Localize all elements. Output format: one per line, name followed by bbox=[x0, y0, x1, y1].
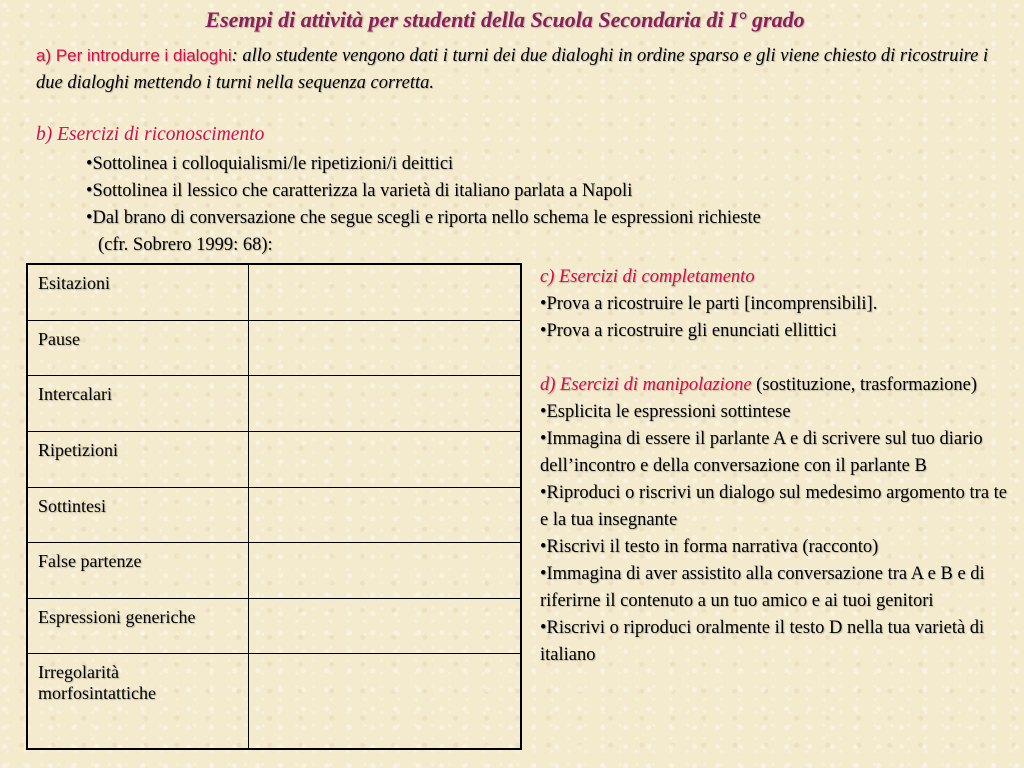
list-item: •Riscrivi o riproduci oralmente il testo D nella tua varietà di italiano bbox=[540, 618, 985, 665]
list-item: (cfr. Sobrero 1999: 68): bbox=[98, 235, 273, 255]
table-cell-label: Espressioni generiche bbox=[27, 598, 249, 654]
table-cell-empty bbox=[249, 654, 522, 749]
list-item: •Dal brano di conversazione che segue scegli e riporta nello schema le espressioni richieste bbox=[86, 208, 761, 228]
list-item: •Sottolinea il lessico che caratterizza la varietà di italiano parlata a Napoli bbox=[86, 181, 633, 201]
section-d-subtitle: (sostituzione, trasformazione) bbox=[751, 375, 978, 395]
table-cell-empty bbox=[249, 543, 522, 599]
section-a bbox=[36, 42, 996, 97]
table-cell-empty bbox=[249, 264, 522, 320]
list-item: •Riproduci o riscrivi un dialogo sul medesimo argomento tra te e la tua insegnante bbox=[540, 483, 1008, 530]
section-b-title: b) Esercizi di riconoscimento bbox=[36, 124, 265, 145]
section-c-title: c) Esercizi di completamento bbox=[540, 267, 755, 287]
table-cell-label: False partenze bbox=[27, 543, 249, 599]
table-row bbox=[27, 543, 521, 599]
list-item: •Prova a ricostruire le parti [incomprensibili]. bbox=[540, 294, 878, 314]
right-column bbox=[540, 264, 1018, 669]
page-title: Esempi di attività per studenti della Scuola Secondaria di I° grado bbox=[205, 7, 805, 32]
section-a-text: : allo studente vengono dati i turni dei due dialoghi in ordine sparso e gli viene chiesto di ricostruire i due dialoghi mettendo i turni nella sequenza corretta. bbox=[36, 46, 989, 93]
list-item: •Esplicita le espressioni sottintese bbox=[540, 402, 791, 422]
table-cell-label: Esitazioni bbox=[27, 264, 249, 320]
table-row bbox=[27, 376, 521, 432]
table-row bbox=[27, 320, 521, 376]
list-item: •Sottolinea i colloquialismi/le ripetizioni/i deittici bbox=[86, 154, 454, 174]
table-row bbox=[27, 598, 521, 654]
table-cell-label: Irregolarità morfosintattiche bbox=[27, 654, 249, 749]
table-cell-empty bbox=[249, 432, 522, 488]
section-b-list bbox=[86, 151, 986, 259]
table-cell-empty bbox=[249, 487, 522, 543]
expressions-schema-table bbox=[26, 263, 522, 750]
table-row bbox=[27, 654, 521, 749]
section-d-title: d) Esercizi di manipolazione bbox=[540, 375, 752, 395]
table-cell-empty bbox=[249, 320, 522, 376]
table-cell-label: Pause bbox=[27, 320, 249, 376]
table-cell-empty bbox=[249, 376, 522, 432]
section-d-heading bbox=[540, 372, 1018, 399]
section-a-lead: a) Per introdurre i dialoghi bbox=[36, 46, 232, 65]
list-item: •Immagina di aver assistito alla conversazione tra A e B e di riferirne il contenuto a un tuo amico e ai tuoi genitori bbox=[540, 564, 985, 611]
list-item: •Immagina di essere il parlante A e di scrivere sul tuo diario dell’incontro e della conversazione con il parlante B bbox=[540, 429, 983, 476]
list-item: •Prova a ricostruire gli enunciati ellittici bbox=[540, 321, 837, 341]
list-item: •Riscrivi il testo in forma narrativa (racconto) bbox=[540, 537, 879, 557]
table-cell-empty bbox=[249, 598, 522, 654]
table-row bbox=[27, 264, 521, 320]
table-cell-label: Ripetizioni bbox=[27, 432, 249, 488]
table-cell-label: Intercalari bbox=[27, 376, 249, 432]
table-cell-label: Sottintesi bbox=[27, 487, 249, 543]
table-row bbox=[27, 487, 521, 543]
table-row bbox=[27, 432, 521, 488]
